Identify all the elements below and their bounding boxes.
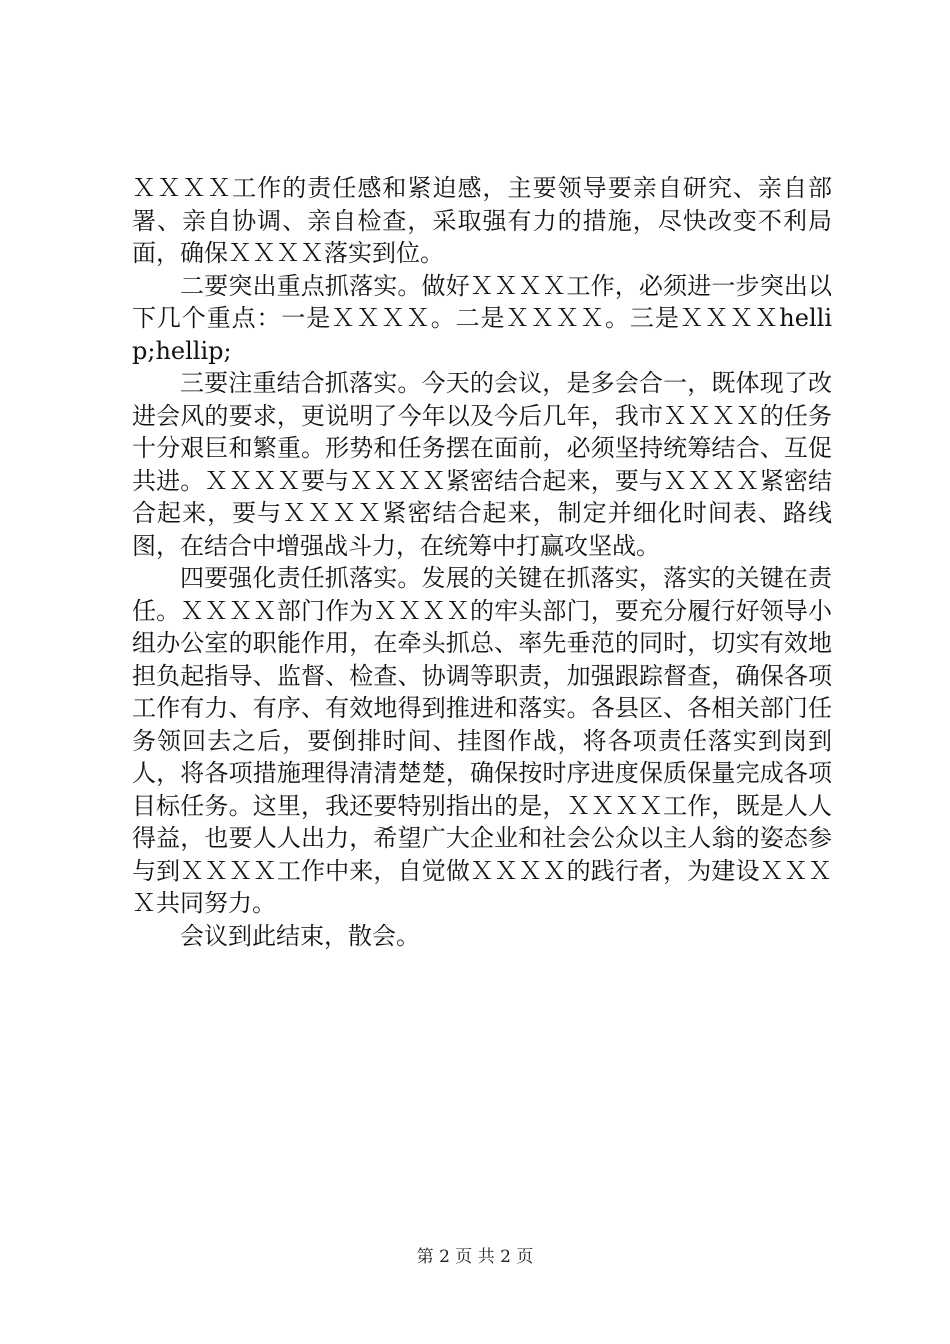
paragraph-3: 三要注重结合抓落实。今天的会议，是多会合一，既体现了改进会风的要求，更说明了今年以及今后几年，我市ＸＸＸＸ的任务十分艰巨和繁重。形势和任务摆在面前，必须坚持统筹结合、互促共进。ＸＸＸＸ要与ＸＸＸＸ紧密结合起来，要与ＸＸＸＸ紧密结合起来，要与ＸＸＸＸ紧密结合起来，制定并细化时间表、路线图，在结合中增强战斗力，在统筹中打赢攻坚战。 — [132, 369, 832, 560]
paragraph-1: ＸＸＸＸ工作的责任感和紧迫感，主要领导要亲自研究、亲自部署、亲自协调、亲自检查，采取强有力的措施，尽快改变不利局面，确保ＸＸＸＸ落实到位。 — [132, 174, 832, 267]
paragraph-2: 二要突出重点抓落实。做好ＸＸＸＸ工作，必须进一步突出以下几个重点：一是ＸＸＸＸ。二是ＸＸＸＸ。三是ＸＸＸＸhellip;hellip; — [132, 271, 832, 365]
paragraph-5: 会议到此结束，散会。 — [180, 921, 420, 950]
document-body — [132, 172, 832, 952]
page-number-footer: 第 2 页 共 2 页 — [416, 1247, 534, 1267]
paragraph-4: 四要强化责任抓落实。发展的关键在抓落实，落实的关键在责任。ＸＸＸＸ部门作为ＸＸＸＸ的牢头部门，要充分履行好领导小组办公室的职能作用，在牵头抓总、率先垂范的同时，切实有效地担负起指导、监督、检查、协调等职责，加强跟踪督查，确保各项工作有力、有序、有效地得到推进和落实。各县区、各相关部门任务领回去之后，要倒排时间、挂图作战，将各项责任落实到岗到人，将各项措施理得清清楚楚，确保按时序进度保质保量完成各项目标任务。这里，我还要特别指出的是，ＸＸＸＸ工作，既是人人得益，也要人人出力，希望广大企业和社会公众以主人翁的姿态参与到ＸＸＸＸ工作中来，自觉做ＸＸＸＸ的践行者，为建设ＸＸＸＸ共同努力。 — [132, 564, 832, 917]
